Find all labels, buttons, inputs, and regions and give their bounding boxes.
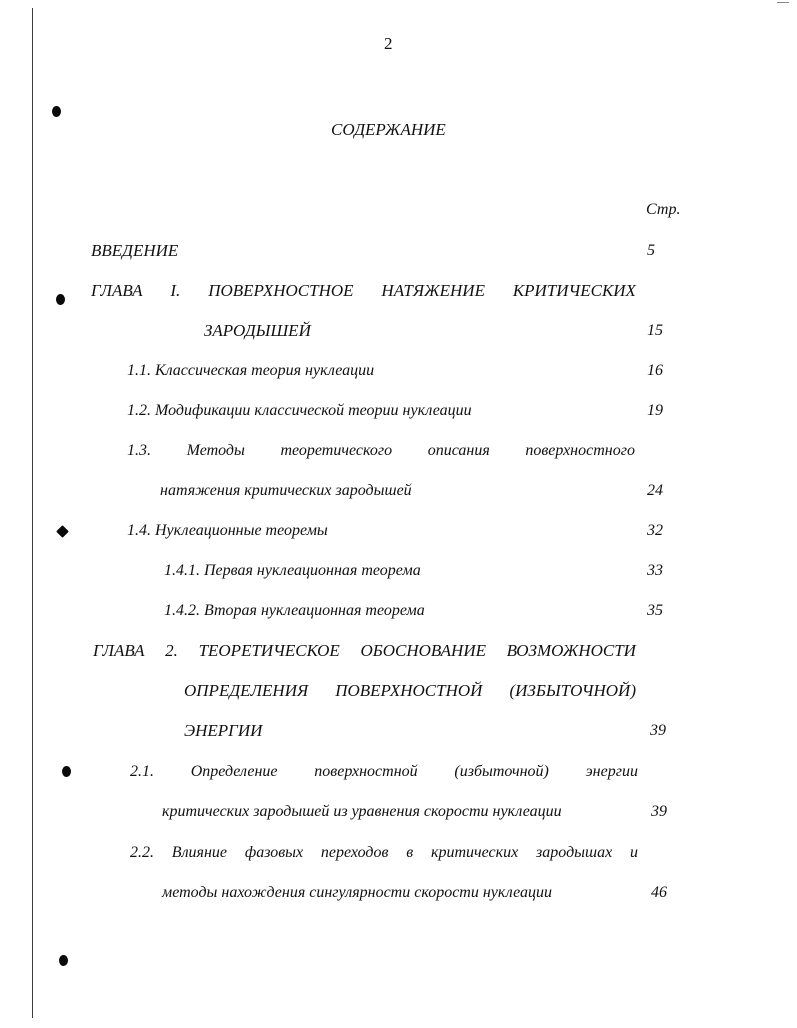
toc-section-1-3-line2: натяжения критических зародышей bbox=[160, 482, 412, 499]
punch-hole-mark bbox=[56, 525, 69, 538]
toc-section-1-1: 1.1. Классическая теория нуклеации bbox=[127, 362, 375, 379]
toc-word: и bbox=[629, 844, 638, 861]
scan-corner-mark bbox=[777, 0, 789, 3]
toc-section-2-2-line2: методы нахождения сингулярности скорости нуклеации bbox=[162, 884, 552, 901]
toc-word: поверхностной bbox=[314, 763, 418, 780]
toc-word: энергии bbox=[585, 763, 638, 780]
toc-word: теоретического bbox=[280, 442, 393, 459]
toc-section-2-1-page: 39 bbox=[651, 803, 667, 820]
toc-section-1-4-1: 1.4.1. Первая нуклеационная теорема bbox=[164, 562, 421, 579]
toc-word: ОПРЕДЕЛЕНИЯ bbox=[184, 681, 309, 700]
toc-section-1-4: 1.4. Нуклеационные теоремы bbox=[127, 522, 328, 539]
punch-hole-mark bbox=[56, 294, 65, 305]
toc-word: 2.2. bbox=[130, 844, 154, 861]
toc-intro: ВВЕДЕНИЕ bbox=[91, 241, 179, 260]
toc-word: (ИЗБЫТОЧНОЙ) bbox=[509, 681, 636, 700]
toc-chapter1-line1 bbox=[91, 281, 636, 301]
toc-word: в bbox=[406, 844, 414, 861]
toc-section-1-2-page: 19 bbox=[647, 402, 663, 419]
toc-section-2-1-line1 bbox=[130, 762, 638, 782]
toc-word: 2. bbox=[165, 641, 178, 660]
toc-word: фазовых bbox=[244, 844, 304, 861]
toc-word: переходов bbox=[320, 844, 389, 861]
toc-section-1-4-2: 1.4.2. Вторая нуклеационная теорема bbox=[164, 602, 425, 619]
toc-word: Методы bbox=[186, 442, 245, 459]
toc-chapter2-line3: ЭНЕРГИИ bbox=[184, 721, 263, 740]
toc-word: ТЕОРЕТИЧЕСКОЕ bbox=[198, 641, 340, 660]
toc-word: 2.1. bbox=[130, 763, 154, 780]
toc-section-1-3-page: 24 bbox=[647, 482, 663, 499]
toc-section-1-4-1-page: 33 bbox=[647, 562, 663, 579]
toc-section-2-2-page: 46 bbox=[651, 884, 667, 901]
toc-word: НАТЯЖЕНИЕ bbox=[381, 281, 485, 300]
toc-section-2-1-line2: критических зародышей из уравнения скорости нуклеации bbox=[162, 803, 562, 820]
toc-section-1-4-2-page: 35 bbox=[647, 602, 663, 619]
toc-word: ВОЗМОЖНОСТИ bbox=[506, 641, 636, 660]
toc-word: Определение bbox=[190, 763, 278, 780]
page-title: СОДЕРЖАНИЕ bbox=[331, 120, 446, 139]
toc-chapter1-page: 15 bbox=[647, 322, 663, 339]
page-column-header: Стр. bbox=[646, 201, 681, 218]
toc-word: I. bbox=[170, 281, 181, 300]
toc-word: критических bbox=[430, 844, 519, 861]
toc-word: ПОВЕРХНОСТНОЕ bbox=[208, 281, 354, 300]
toc-chapter2-line1 bbox=[93, 641, 636, 661]
punch-hole-mark bbox=[62, 766, 71, 777]
toc-word: 1.3. bbox=[127, 442, 151, 459]
toc-word: (избыточной) bbox=[454, 763, 549, 780]
toc-word: зародышах bbox=[536, 844, 613, 861]
toc-word: поверхностного bbox=[525, 442, 635, 459]
punch-hole-mark bbox=[52, 106, 61, 117]
toc-word: ГЛАВА bbox=[91, 281, 143, 300]
toc-word: описания bbox=[427, 442, 490, 459]
toc-word: ОБОСНОВАНИЕ bbox=[360, 641, 486, 660]
toc-section-1-2: 1.2. Модификации классической теории нуклеации bbox=[127, 402, 472, 419]
toc-intro-page: 5 bbox=[647, 242, 655, 259]
toc-chapter2-page: 39 bbox=[650, 722, 666, 739]
toc-section-2-2-line1 bbox=[130, 843, 638, 863]
toc-word: ГЛАВА bbox=[93, 641, 145, 660]
page-number: 2 bbox=[384, 34, 393, 53]
toc-section-1-4-page: 32 bbox=[647, 522, 663, 539]
toc-chapter1-line2: ЗАРОДЫШЕЙ bbox=[204, 321, 311, 340]
toc-chapter2-line2 bbox=[184, 681, 636, 701]
toc-section-1-1-page: 16 bbox=[647, 362, 663, 379]
punch-hole-mark bbox=[59, 955, 68, 966]
scan-binding-line bbox=[32, 8, 33, 1018]
toc-word: Влияние bbox=[171, 844, 228, 861]
toc-word: ПОВЕРХНОСТНОЙ bbox=[335, 681, 483, 700]
toc-section-1-3-line1 bbox=[127, 441, 635, 461]
toc-word: КРИТИЧЕСКИХ bbox=[512, 281, 636, 300]
